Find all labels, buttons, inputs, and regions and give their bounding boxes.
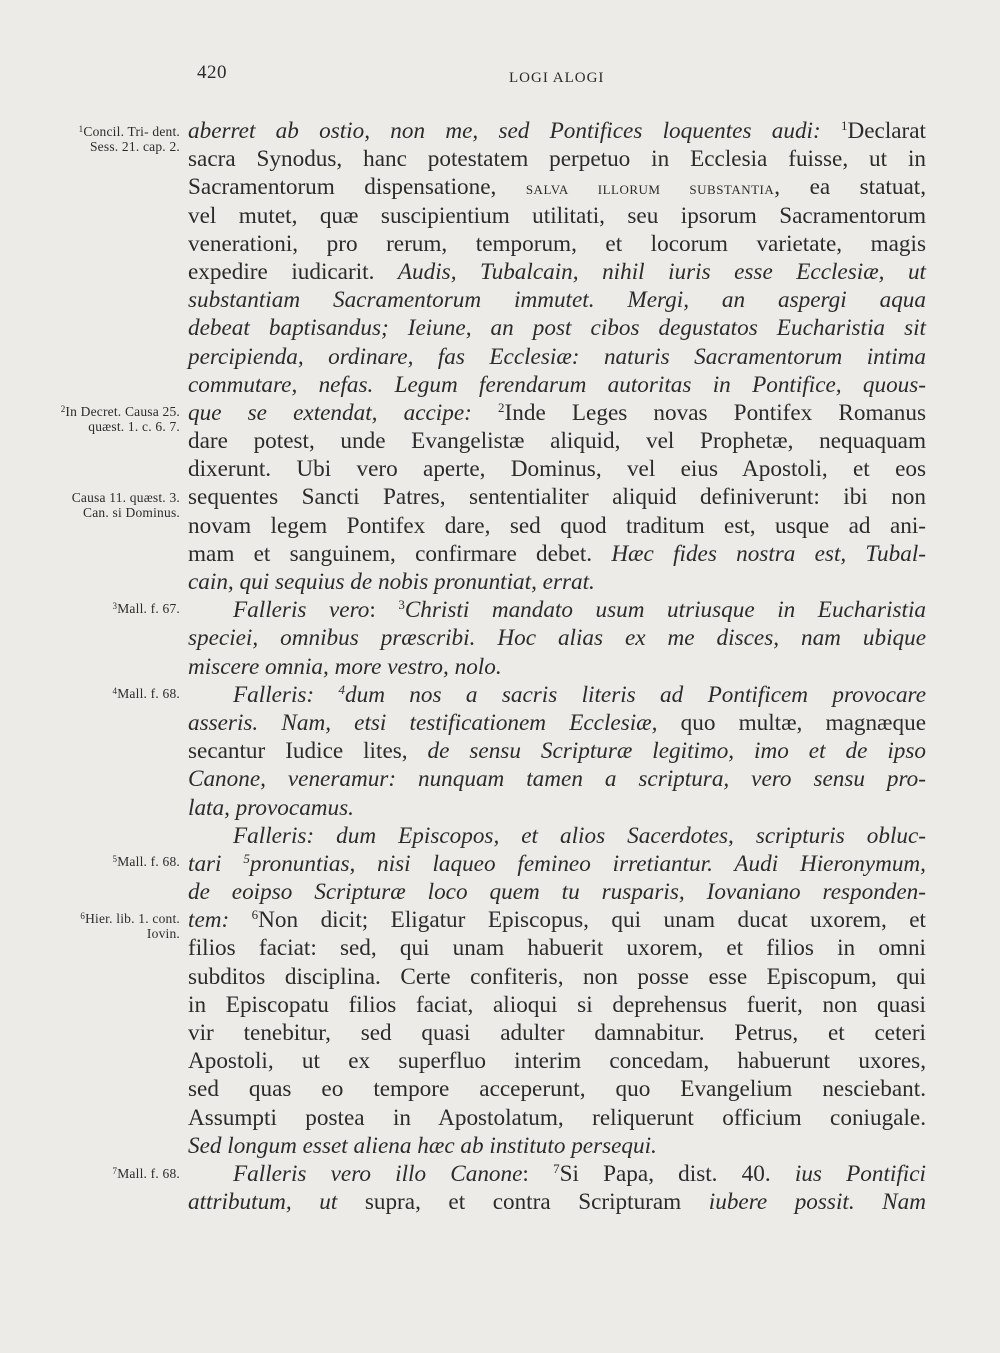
text-line: Sacramentorum dispensatione, salva illorum substantia, ea statuat, (188, 174, 926, 201)
text-line: vir tenebitur, sed quasi adulter damnabitur. Petrus, et ceteri (188, 1020, 926, 1046)
margin-note (60, 854, 180, 869)
text-line: tem: $^6$Non dicit; Eligatur Episcopus, qui unam ducat uxorem, et (188, 907, 926, 934)
text-line: sacra Synodus, hanc potestatem perpetuo in Ecclesia fuisse, ut in (188, 146, 926, 173)
note-text: Mall. f. 68. (117, 854, 180, 869)
text-line: cain, qui sequius de nobis pronuntiat, errat. (188, 569, 595, 595)
margin-note (60, 1166, 180, 1181)
margin-note (60, 490, 180, 520)
text-line: Falleris vero: $^3$Christi mandato usum utriusque in Eucharistia (233, 597, 926, 624)
text-line: venerationi, pro rerum, temporum, et locorum varietate, magis (188, 230, 926, 257)
text-line: de eoipso Scripturæ loco quem tu rusparis, Iovaniano responden- (188, 879, 926, 906)
margin-note (60, 686, 180, 701)
text-line: vel mutet, quæ suscipientium utilitati, seu ipsorum Sacramentorum (188, 202, 926, 229)
margin-note (60, 601, 180, 616)
text-line: mam et sanguinem, confirmare debet. Hæc fides nostra est, Tubal- (188, 540, 926, 567)
text-line: tari $^5$pronuntias, nisi laqueo femineo irretiantur. Audi Hieronymum, (188, 850, 926, 877)
note-text: Hier. lib. 1. cont. Iovin. (85, 911, 180, 941)
margin-note (60, 404, 180, 434)
running-head: LOGI ALOGI (509, 70, 605, 86)
note-text: Mall. f. 68. (117, 686, 180, 701)
text-line: commutare, nefas. Legum ferendarum autoritas in Pontifice, quous- (188, 371, 926, 398)
text-line: speciei, omnibus præscribi. Hoc alias ex me disces, nam ubique (188, 625, 926, 652)
note-text: In Decret. Causa 25. quæst. 1. c. 6. 7. (65, 404, 180, 434)
text-line: secantur Iudice lites, de sensu Scripturæ legitimo, imo et de ipso (188, 738, 927, 765)
text-line: substantiam Sacramentorum immutet. Mergi, an aspergi aqua (188, 287, 926, 314)
text-line: lata, provocamus. (188, 794, 354, 821)
text-line: Falleris: dum Episcopos, et alios Sacerdotes, scripturis obluc- (233, 822, 926, 849)
text-line: in Episcopatu filios faciat, alioqui si deprehensus fuerit, non quasi (188, 991, 926, 1018)
text-line: filios faciat: sed, qui unam habuerit uxorem, et filios in omni (188, 935, 926, 962)
margin-note (60, 124, 180, 154)
text-line: aberret ab ostio, non me, sed Pontifices loquentes audi: $^1$Declarat (188, 118, 927, 144)
text-line: Sed longum esset aliena hæc ab instituto persequi. (188, 1132, 657, 1159)
text-line: sequentes Sancti Patres, sententialiter aliquid definiverunt: ibi non (188, 484, 926, 511)
text-line: dare potest, unde Evangelistæ aliquid, vel Prophetæ, nequaquam (188, 428, 926, 455)
text-line: Assumpti postea in Apostolatum, reliquerunt officium coniugale. (188, 1104, 926, 1131)
text-line: dixerunt. Ubi vero aperte, Dominus, vel eius Apostoli, et eos (188, 456, 926, 483)
text-line: percipienda, ordinare, fas Ecclesiæ: naturis Sacramentorum intima (188, 343, 926, 370)
note-mark: 1 (78, 124, 84, 134)
text-line: que se extendat, accipe: $^2$Inde Leges novas Pontifex Romanus (188, 399, 927, 426)
text-line: attributum, ut supra, et contra Scripturam iubere possit. Nam (188, 1189, 926, 1216)
text-line: debeat baptisandus; Ieiune, an post cibos degustatos Eucharistia sit (188, 315, 926, 342)
text-line: Canone, veneramur: nunquam tamen a scriptura, vero sensu pro- (188, 766, 926, 793)
text-line: sed quas eo tempore acceperunt, quo Evangelium nesciebant. (188, 1076, 926, 1103)
note-text: Concil. Tri- dent. Sess. 21. cap. 2. (83, 124, 180, 154)
text-line: Falleris vero illo Canone: $^7$Si Papa, dist. 40. ius Pontifici (233, 1160, 926, 1187)
text-line: Apostoli, ut ex superfluo interim concedam, habuerunt uxores, (188, 1048, 926, 1075)
note-mark: 4 (112, 686, 118, 696)
note-text: Mall. f. 67. (117, 601, 180, 616)
text-line: miscere omnia, more vestro, nolo. (188, 653, 502, 680)
note-text: Causa 11. quæst. 3. Can. si Dominus. (71, 490, 180, 520)
text-line: Falleris: $^4$dum nos a sacris literis ad Pontificem provocare (233, 681, 926, 708)
note-text: Mall. f. 68. (117, 1166, 180, 1181)
text-line: novam legem Pontifex dare, sed quod traditum est, usque ad ani- (188, 512, 926, 539)
text-line: asseris. Nam, etsi testificationem Ecclesiæ, quo multæ, magnæque (188, 709, 926, 736)
margin-note (60, 911, 180, 941)
body-text (188, 117, 926, 1216)
note-mark: 7 (112, 1166, 118, 1176)
text-line: expedire iudicarit. Audis, Tubalcain, nihil iuris esse Ecclesiæ, ut (188, 258, 926, 285)
note-mark: 3 (112, 601, 118, 611)
note-mark: 6 (80, 911, 86, 921)
note-mark: 5 (112, 854, 118, 864)
text-line: subditos disciplina. Certe confiteris, non posse esse Episcopum, qui (188, 963, 926, 990)
note-mark: 2 (60, 404, 66, 414)
page-number: 420 (197, 62, 227, 83)
